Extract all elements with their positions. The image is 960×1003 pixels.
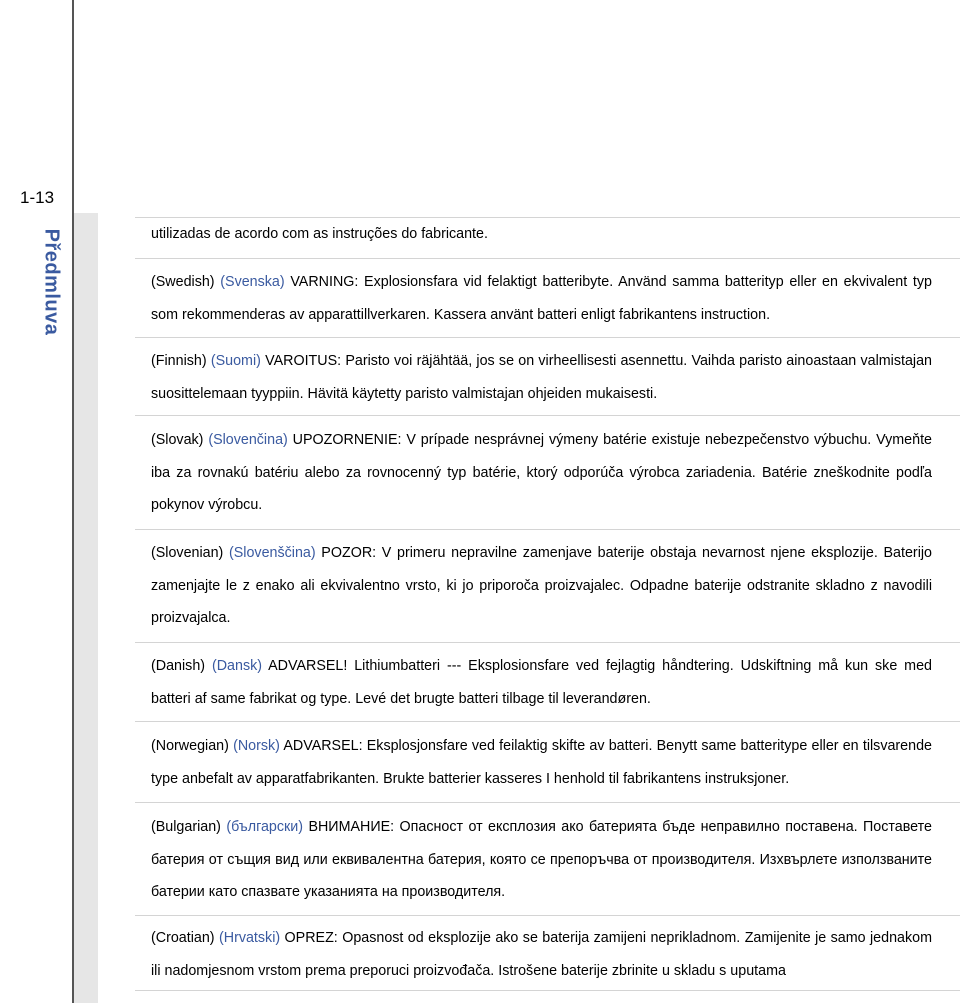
paragraph-text: POZOR: V primeru nepravilne zamenjave baterije obstaja nevarnost njene eksplozije. Baterijo zamenjajte le z enako ali ekvivalentno vrsto, ki jo priporoča proizvajalec. Odpadne baterije odstranite skladno z navodili proizvajalca. bbox=[151, 545, 932, 626]
paragraph-slovenian bbox=[151, 537, 932, 635]
divider bbox=[135, 915, 960, 916]
language-prefix: (Slovenian) bbox=[151, 545, 229, 561]
language-name: (Dansk) bbox=[211, 658, 262, 674]
page-number: 1-13 bbox=[20, 188, 55, 207]
language-prefix: (Bulgarian) bbox=[151, 819, 227, 835]
language-prefix: (Slovak) bbox=[151, 432, 209, 448]
language-prefix: (Norwegian) bbox=[151, 738, 234, 754]
language-prefix: (Finnish) bbox=[151, 353, 211, 369]
paragraph-slovak bbox=[151, 424, 932, 522]
divider bbox=[135, 802, 960, 803]
paragraph-text: ВНИМАНИЕ: Опасност от експлозия ако батерията бъде неправилно поставена. Поставете батерия от същия вид или еквивалентна батерия, която се препоръчва от производителя. Изхвърлете използваните батерии като спазвате указанията на производителя. bbox=[151, 819, 932, 900]
language-prefix: (Danish) bbox=[151, 658, 212, 674]
paragraph-finnish bbox=[151, 345, 932, 410]
paragraph-danish bbox=[151, 650, 932, 715]
section-tab bbox=[40, 226, 62, 338]
divider bbox=[135, 258, 960, 259]
paragraph-text: OPREZ: Opasnost od eksplozije ako se baterija zamijeni neprikladnom. Zamijenite je samo jednakom ili nadomjesnom vrstom prema preporuci proizvođača. Istrošene baterije zbrinite u skladu s uputama bbox=[151, 930, 932, 979]
paragraph-text: ADVARSEL! Lithiumbatteri --- Eksplosionsfare ved fejlagtig håndtering. Udskiftning må kun ske med batteri af same fabrikat og type. Levé det brugte batteri tilbage til leverandøren. bbox=[151, 658, 932, 707]
language-name: (Slovenščina) bbox=[229, 545, 316, 561]
divider bbox=[135, 415, 960, 416]
paragraph-text: ADVARSEL: Eksplosjonsfare ved feilaktig skifte av batteri. Benytt same batteritype eller en tilsvarende type anbefalt av apparatfabrikanten. Brukte batterier kasseres I henhold til fabrikantens instruksjoner. bbox=[151, 738, 932, 787]
language-prefix: (Croatian) bbox=[151, 930, 219, 946]
divider bbox=[135, 529, 960, 530]
paragraph-text: utilizadas de acordo com as instruções do fabricante. bbox=[151, 226, 488, 242]
divider bbox=[135, 642, 960, 643]
paragraph-text: VARNING: Explosionsfara vid felaktigt batteribyte. Använd samma batterityp eller en ekvivalent typ som rekommenderas av apparattillverkaren. Kassera använt batteri enligt fabrikantens instruction. bbox=[151, 274, 932, 323]
paragraph-croatian bbox=[151, 922, 932, 987]
divider bbox=[135, 721, 960, 722]
language-name: (Svenska) bbox=[220, 274, 285, 290]
paragraph-norwegian bbox=[151, 730, 932, 795]
paragraph-swedish bbox=[151, 266, 932, 331]
paragraph-bulgarian bbox=[151, 811, 932, 909]
margin-shade bbox=[74, 213, 98, 1003]
section-title: Předmluva bbox=[40, 228, 63, 336]
paragraph-text: VAROITUS: Paristo voi räjähtää, jos se on virheellisesti asennettu. Vaihda paristo ainoastaan valmistajan suosittelemaan tyyppiin. Hävitä käytetty paristo valmistajan ohjeiden mukaisesti. bbox=[151, 353, 932, 402]
language-name: (Hrvatski) bbox=[218, 930, 281, 946]
paragraph-portuguese bbox=[151, 218, 932, 251]
language-name: (български) bbox=[226, 819, 304, 835]
paragraph-text: UPOZORNENIE: V prípade nesprávnej výmeny batérie existuje nebezpečenstvo výbuchu. Vymeňte iba za rovnakú batériu alebo za rovnocenný typ batérie, ktorý odporúča výrobca zariadenia. Batérie zneškodnite podľa pokynov výrobcu. bbox=[151, 432, 933, 513]
language-name: (Suomi) bbox=[210, 353, 261, 369]
divider bbox=[135, 337, 960, 338]
language-prefix: (Swedish) bbox=[151, 274, 221, 290]
language-name: (Norsk) bbox=[233, 738, 280, 754]
language-name: (Slovenčina) bbox=[208, 432, 288, 448]
divider bbox=[135, 990, 960, 991]
